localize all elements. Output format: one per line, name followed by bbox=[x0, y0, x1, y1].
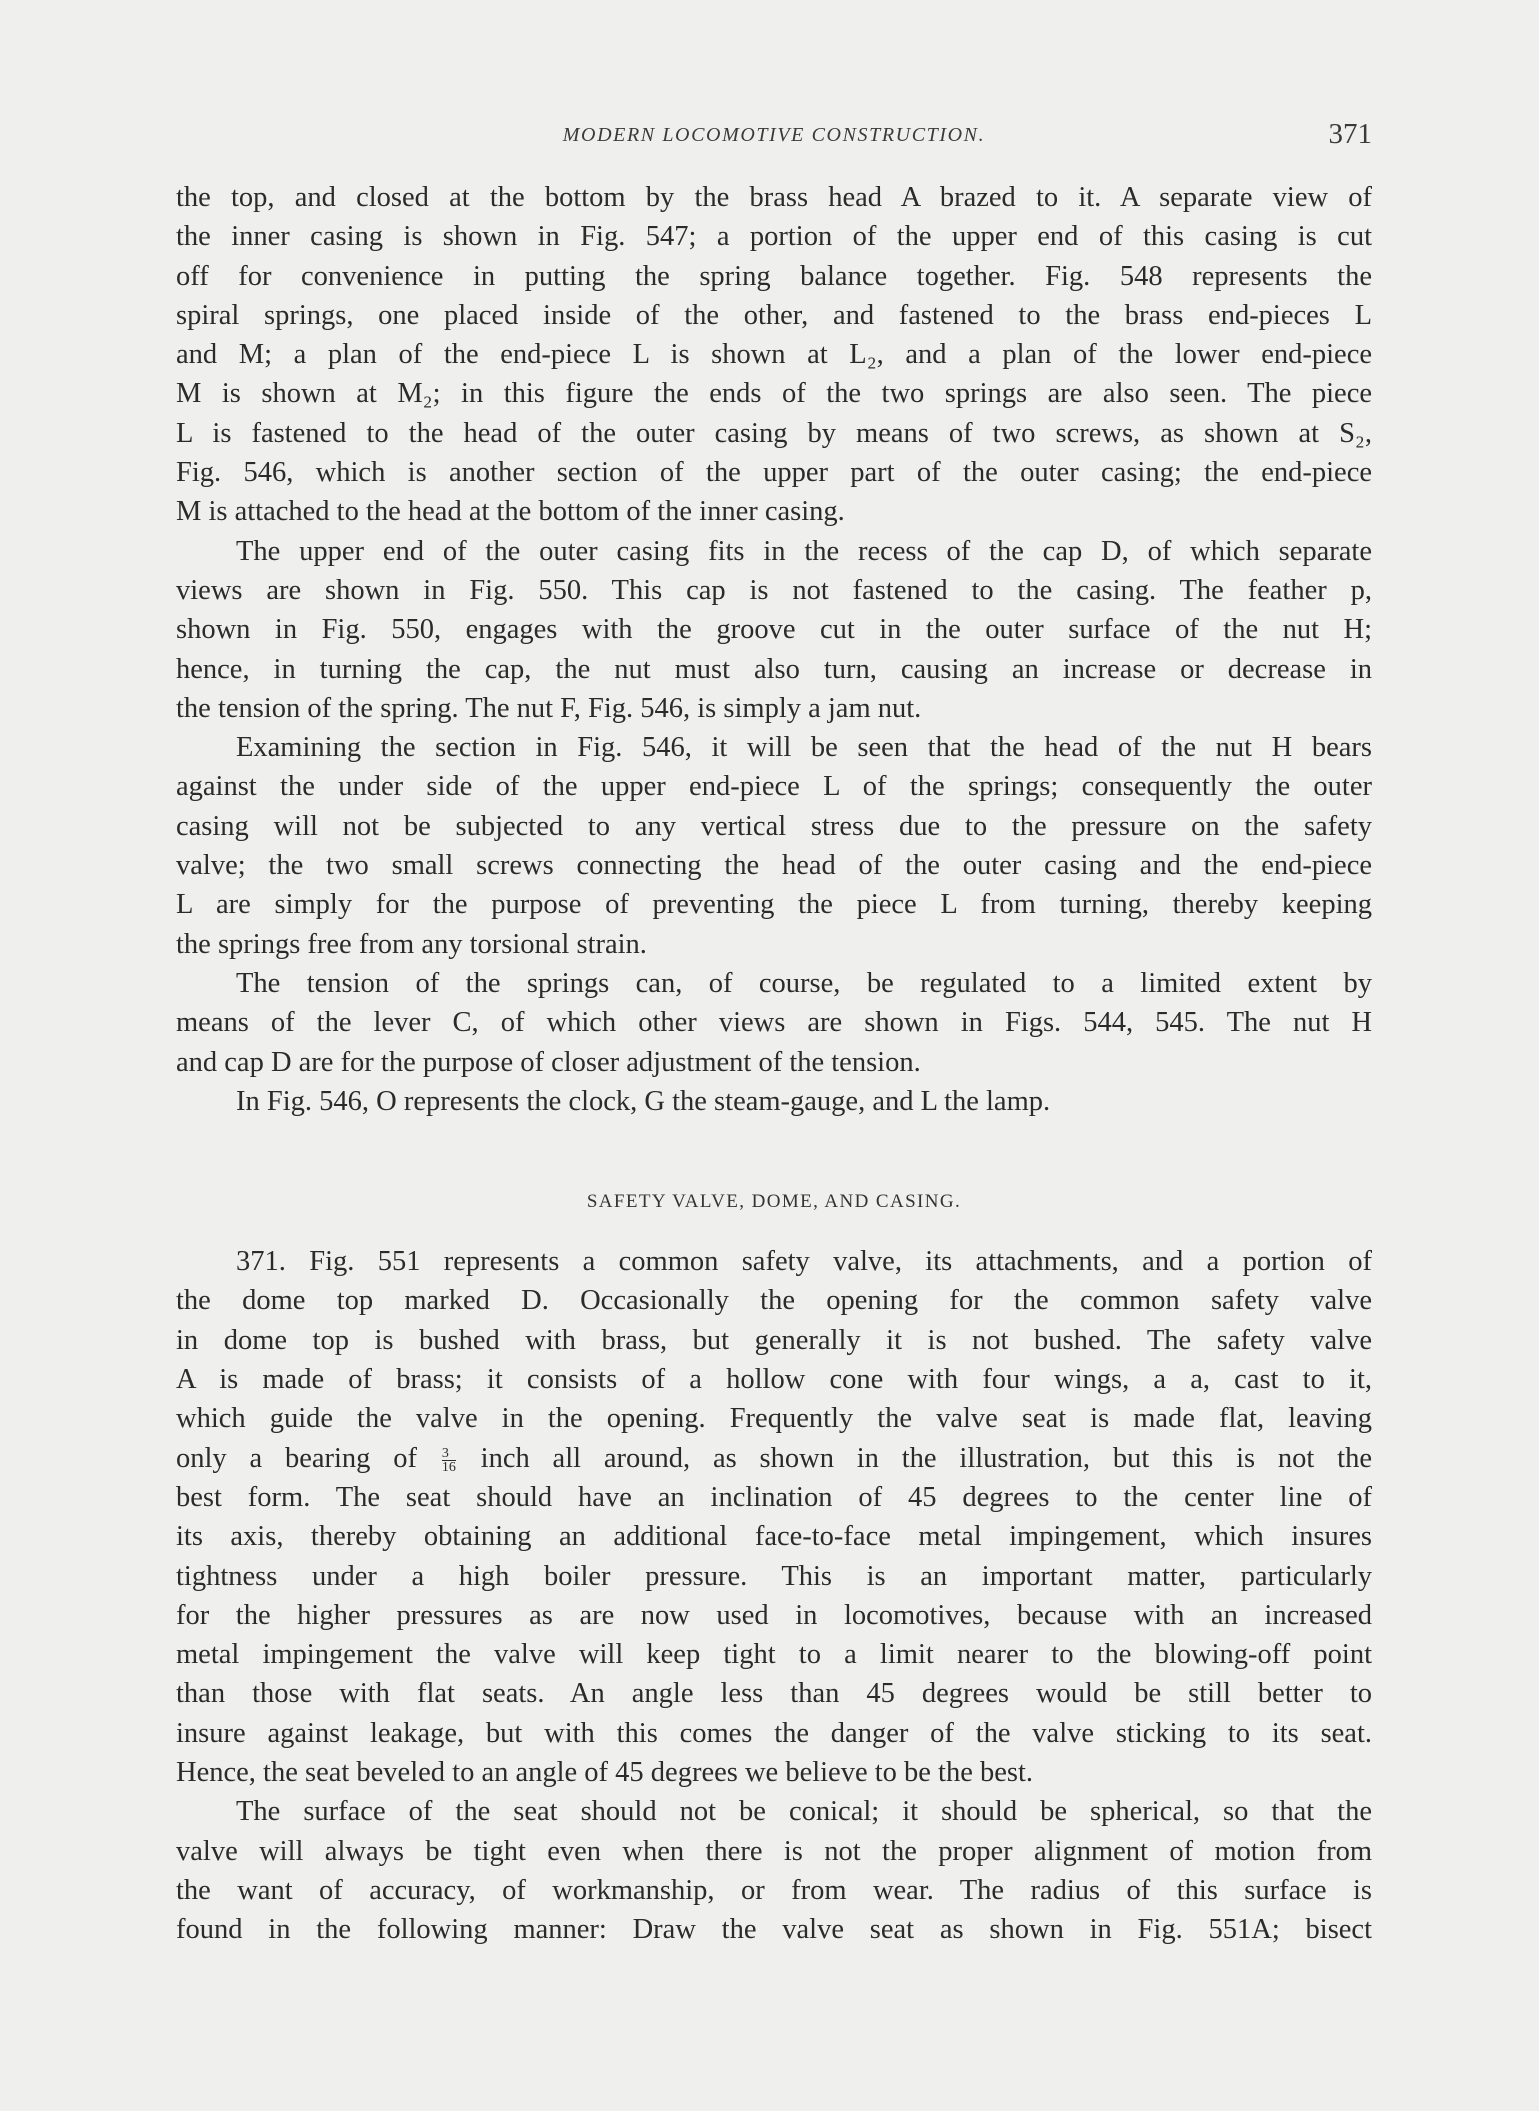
text-line: the springs free from any torsional strain. bbox=[176, 928, 647, 960]
text-line: hence, in turning the cap, the nut must also turn, causing an increase or decrease in bbox=[176, 653, 1372, 685]
text-line: tightness under a high boiler pressure. This is an important matter, particularly bbox=[176, 1560, 1372, 1592]
text-line: and cap D are for the purpose of closer adjustment of the tension. bbox=[176, 1046, 921, 1078]
fraction-denominator: 16 bbox=[441, 1459, 456, 1475]
text-line: shown in Fig. 550, engages with the groove cut in the outer surface of the nut H; bbox=[176, 614, 1372, 646]
text-line: M is attached to the head at the bottom of the inner casing. bbox=[176, 496, 845, 528]
text-line-with-fraction bbox=[176, 1439, 1372, 1478]
text-line: The tension of the springs can, of course, be regulated to a limited extent by bbox=[236, 967, 1372, 999]
text-line: Hence, the seat beveled to an angle of 45 degrees we believe to be the best. bbox=[176, 1756, 1034, 1788]
text-line: valve will always be tight even when there is not the proper alignment of motion from bbox=[176, 1835, 1372, 1867]
text-line: Examining the section in Fig. 546, it will be seen that the head of the nut H bears bbox=[236, 732, 1372, 764]
text-line: the want of accuracy, of workmanship, or from wear. The radius of this surface is bbox=[176, 1874, 1372, 1906]
body-text bbox=[176, 178, 1372, 1949]
text-line: which guide the valve in the opening. Frequently the valve seat is made flat, leaving bbox=[176, 1403, 1372, 1435]
text-line: the dome top marked D. Occasionally the opening for the common safety valve bbox=[176, 1285, 1372, 1317]
text-line: best form. The seat should have an inclination of 45 degrees to the center line of bbox=[176, 1481, 1372, 1513]
text-line: metal impingement the valve will keep tight to a limit nearer to the blowing-off point bbox=[176, 1639, 1372, 1671]
text-line: against the under side of the upper end-piece L of the springs; consequently the outer bbox=[176, 771, 1372, 803]
text-line: the tension of the spring. The nut F, Fig. 546, is simply a jam nut. bbox=[176, 692, 922, 724]
text-line: the top, and closed at the bottom by the brass head A brazed to it. A separate view of bbox=[176, 182, 1372, 213]
fraction bbox=[442, 1447, 456, 1474]
text-line: views are shown in Fig. 550. This cap is not fastened to the casing. The feather p, bbox=[176, 574, 1372, 606]
running-head bbox=[176, 118, 1372, 158]
text-line: The upper end of the outer casing fits in the recess of the cap D, of which separate bbox=[236, 535, 1372, 567]
text-line: found in the following manner: Draw the valve seat as shown in Fig. 551A; bisect bbox=[176, 1914, 1372, 1946]
fraction-numerator: 3 bbox=[442, 1447, 456, 1461]
running-title: MODERN LOCOMOTIVE CONSTRUCTION. bbox=[562, 124, 986, 146]
section-heading: SAFETY VALVE, DOME, AND CASING. bbox=[586, 1191, 962, 1213]
text-line: spiral springs, one placed inside of the other, and fastened to the brass end-pieces L bbox=[176, 299, 1372, 331]
text-line: The surface of the seat should not be conical; it should be spherical, so that the bbox=[236, 1796, 1372, 1828]
text-line: than those with flat seats. An angle less than 45 degrees would be still better to bbox=[176, 1678, 1372, 1710]
text-fragment: only a bearing of bbox=[176, 1442, 440, 1474]
text-line: in dome top is bushed with brass, but generally it is not bushed. The safety valve bbox=[176, 1324, 1372, 1356]
text-line: off for convenience in putting the spring balance together. Fig. 548 represents the bbox=[176, 260, 1372, 292]
text-line: M is shown at M₂; in this figure the ends of the two springs are also seen. The piece bbox=[176, 378, 1372, 410]
text-line: A is made of brass; it consists of a hollow cone with four wings, a a, cast to it, bbox=[176, 1364, 1372, 1396]
text-line: for the higher pressures as are now used in locomotives, because with an increased bbox=[176, 1599, 1372, 1631]
text-line: L is fastened to the head of the outer casing by means of two screws, as shown at S₂, bbox=[176, 417, 1372, 449]
text-line: valve; the two small screws connecting the head of the outer casing and the end-piece bbox=[176, 850, 1372, 882]
page-number: 371 bbox=[1328, 118, 1372, 150]
text-line: L are simply for the purpose of preventing the piece L from turning, thereby keeping bbox=[176, 889, 1372, 921]
text-fragment: inch all around, as shown in the illustration, but this is not the bbox=[457, 1442, 1372, 1474]
text-line: the inner casing is shown in Fig. 547; a portion of the upper end of this casing is cut bbox=[176, 221, 1372, 253]
text-line: means of the lever C, of which other views are shown in Figs. 544, 545. The nut H bbox=[176, 1007, 1372, 1039]
text-line: 371. Fig. 551 represents a common safety valve, its attachments, and a portion of bbox=[236, 1246, 1372, 1278]
text-line: casing will not be subjected to any vertical stress due to the pressure on the safety bbox=[176, 810, 1372, 842]
text-line: Fig. 546, which is another section of the upper part of the outer casing; the end-piece bbox=[176, 457, 1372, 489]
text-line: and M; a plan of the end-piece L is shown at L₂, and a plan of the lower end-piece bbox=[176, 339, 1372, 371]
text-line: In Fig. 546, O represents the clock, G the steam-gauge, and L the lamp. bbox=[236, 1085, 1051, 1117]
text-line: insure against leakage, but with this comes the danger of the valve sticking to its seat. bbox=[176, 1717, 1372, 1749]
text-line: its axis, thereby obtaining an additional face-to-face metal impingement, which insures bbox=[176, 1521, 1372, 1553]
